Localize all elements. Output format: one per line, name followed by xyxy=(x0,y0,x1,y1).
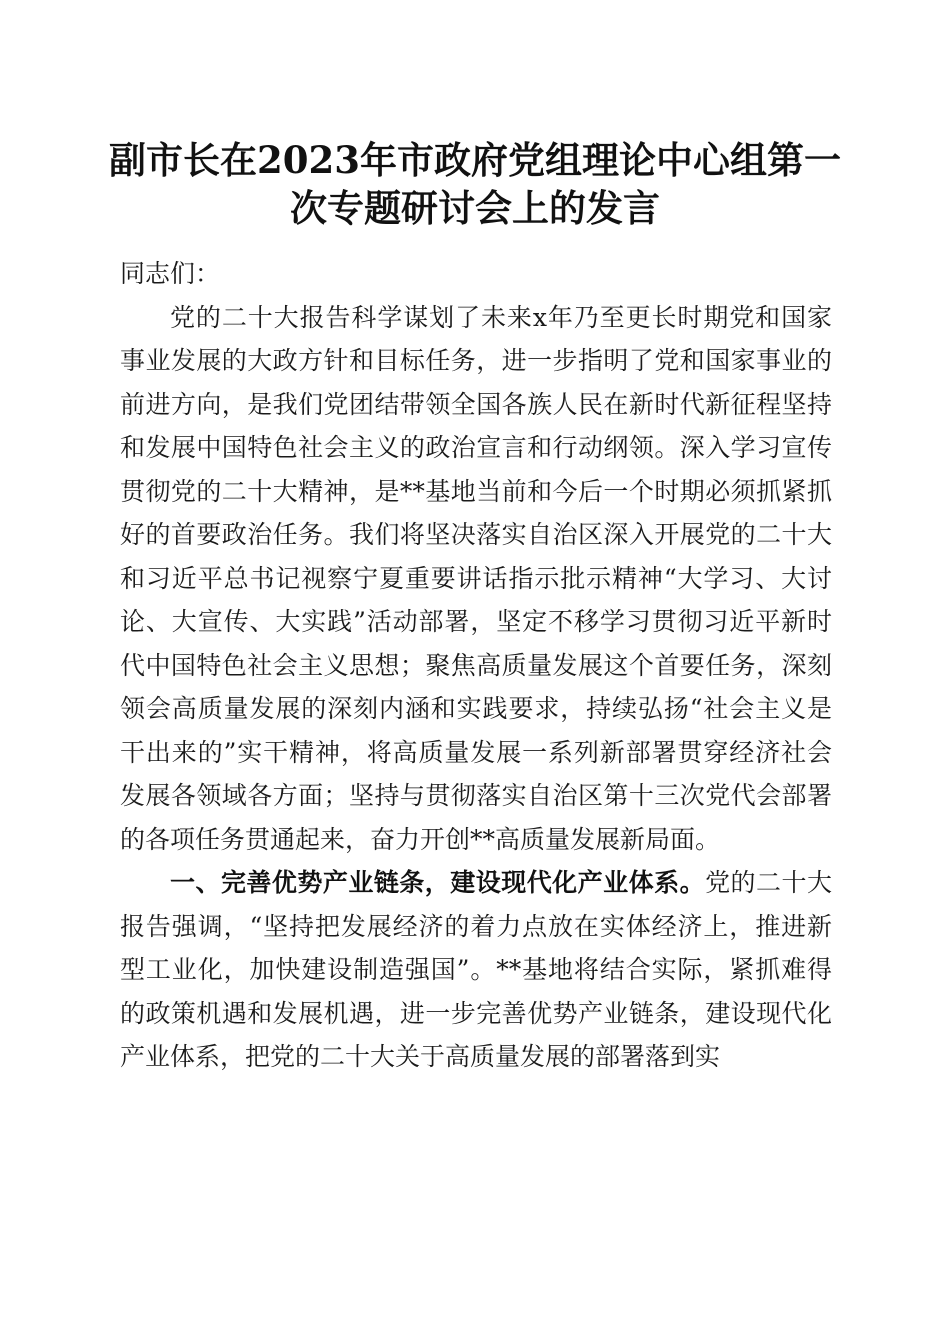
section-1-heading: 一、完善优势产业链条，建设现代化产业体系。 xyxy=(170,868,706,897)
title-line-1: 副市长在2023年市政府党组理论中心组第一 xyxy=(109,138,841,182)
section-1-text: 党的二十大报告强调，“坚持把发展经济的着力点放在实体经济上，推进新型工业化，加快建设制造强国”。**基地将结合实际，紧抓难得的政策机遇和发展机遇，进一步完善优势产业链条，建设现代化产业体系，把党的二十大关于高质量发展的部署落到实 xyxy=(120,868,832,1071)
title-line-2: 次专题研讨会上的发言 xyxy=(290,186,660,230)
document-title xyxy=(100,136,850,232)
paragraph-intro: 党的二十大报告科学谋划了未来x年乃至更长时期党和国家事业发展的大政方针和目标任务，进一步指明了党和国家事业的前进方向，是我们党团结带领全国各族人民在新时代新征程坚持和发展中国特色社会主义的政治宣言和行动纲领。深入学习宣传贯彻党的二十大精神，是**基地当前和今后一个时期必须抓紧抓好的首要政治任务。我们将坚决落实自治区深入开展党的二十大和习近平总书记视察宁夏重要讲话指示批示精神“大学习、大讨论、大宣传、大实践”活动部署，坚定不移学习贯彻习近平新时代中国特色社会主义思想；聚焦高质量发展这个首要任务，深刻领会高质量发展的深刻内涵和实践要求，持续弘扬“社会主义是干出来的”实干精神，将高质量发展一系列新部署贯穿经济社会发展各领域各方面；坚持与贯彻落实自治区第十三次党代会部署的各项任务贯通起来，奋力开创**高质量发展新局面。 xyxy=(120,302,832,854)
paragraph-section-1 xyxy=(120,861,832,1079)
document-body xyxy=(120,252,832,1079)
salutation: 同志们： xyxy=(120,259,221,288)
